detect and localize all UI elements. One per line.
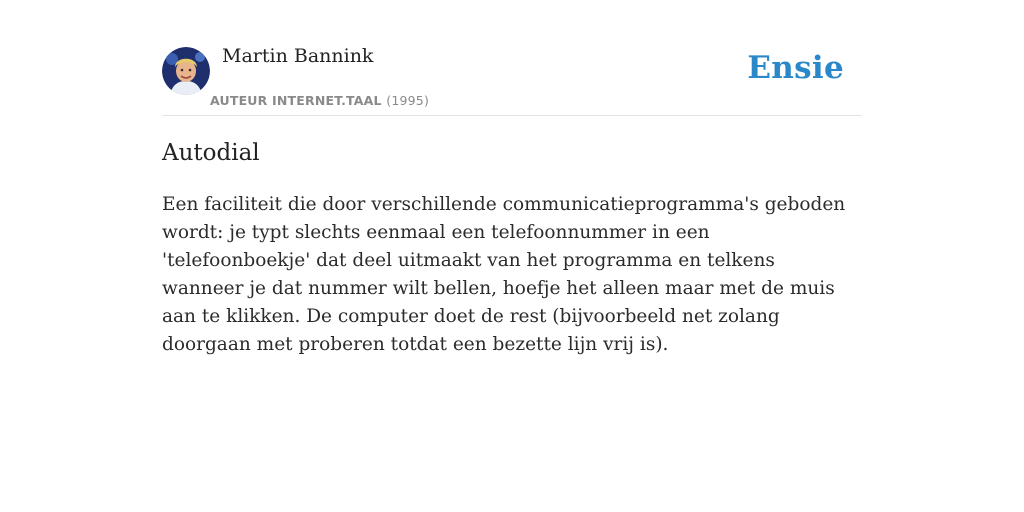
author-role-year: (1995) — [386, 93, 430, 108]
entry-term: Autodial — [162, 140, 260, 166]
author-role-label: AUTEUR INTERNET.TAAL — [210, 93, 382, 108]
entry-header — [162, 0, 862, 116]
author-avatar[interactable] — [162, 47, 210, 95]
entry-card — [162, 0, 862, 355]
author-name[interactable]: Martin Bannink — [222, 45, 374, 67]
entry-definition: Een faciliteit die door verschillende communicatieprogramma's geboden wordt: je typt slechts eenmaal een telefoonnummer in een 'telefoonboekje' dat deel uitmaakt van het programma en telkens wanneer je dat nummer wilt bellen, hoefje het alleen maar met de muis aan te klikken. De computer doet de rest (bijvoorbeeld net zolang doorgaan met proberen totdat een bezette lijn vrij is). — [162, 194, 846, 355]
author-photo-icon — [162, 47, 210, 95]
author-role — [210, 93, 429, 108]
brand-logo[interactable]: Ensie — [747, 50, 844, 86]
